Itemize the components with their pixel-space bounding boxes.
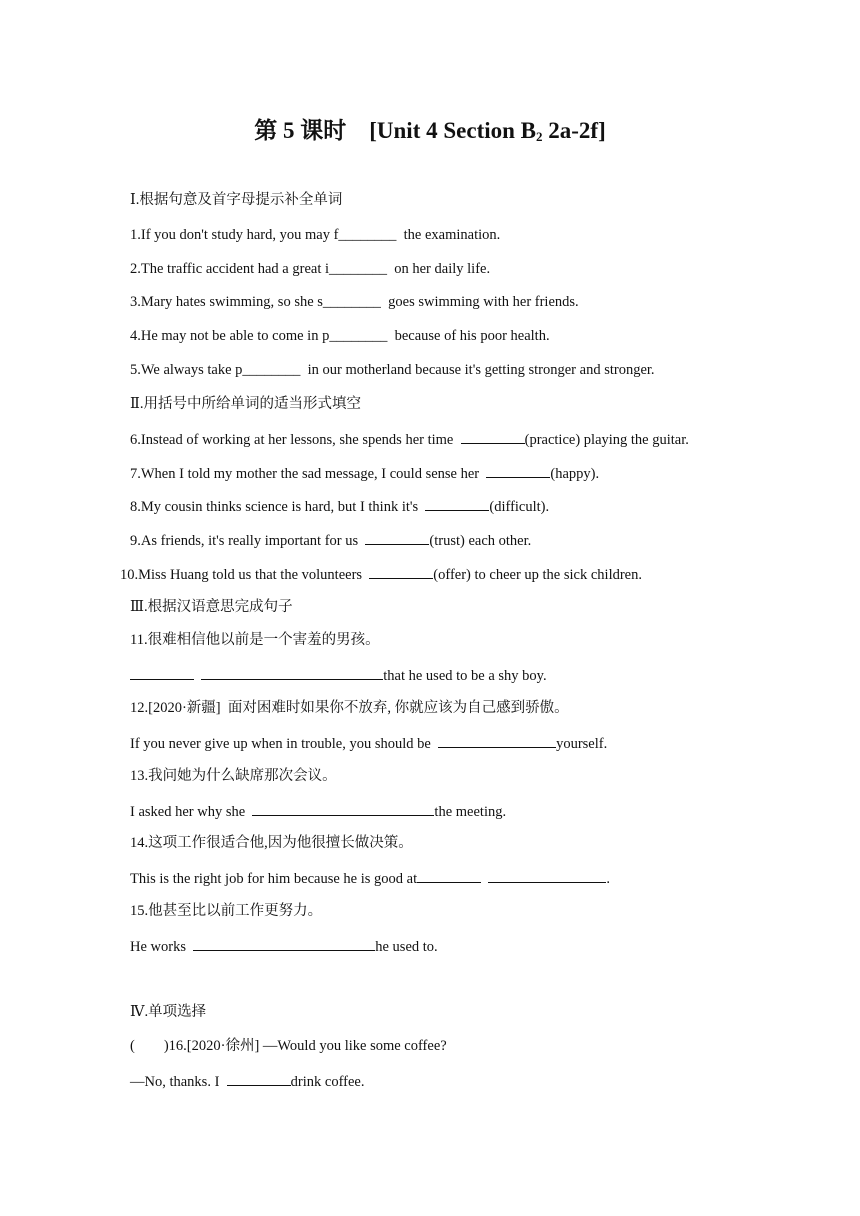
question-11-chinese: 11.很难相信他以前是一个害羞的男孩。 — [130, 632, 380, 648]
answer-blank — [130, 665, 194, 680]
page-title: 第 5 课时 [Unit 4 Section $B_2$ 2a-2f] — [254, 118, 606, 144]
answer-blank — [369, 564, 433, 579]
answer-blank — [365, 530, 429, 545]
question-9: 9.As friends, it's really important for us (trust) each other. — [130, 530, 531, 550]
answer-blank — [193, 936, 375, 951]
question-12-chinese: 12.[2020·新疆] 面对困难时如果你不放弃, 你就应该为自己感到骄傲。 — [130, 700, 569, 716]
section-2-heading: Ⅱ.用括号中所给单词的适当形式填空 — [130, 396, 361, 412]
answer-blank — [252, 801, 434, 816]
section-1-heading: Ⅰ.根据句意及首字母提示补全单词 — [130, 192, 343, 208]
question-2: 2.The traffic accident had a great i________ on her daily life. — [130, 261, 491, 277]
question-8: 8.My cousin thinks science is hard, but I think it's (difficult). — [130, 496, 549, 516]
answer-blank — [417, 868, 481, 883]
question-14-english: This is the right job for him because he is good at . — [130, 868, 610, 888]
answer-blank — [201, 665, 383, 680]
answer-blank — [227, 1071, 291, 1086]
question-14-chinese: 14.这项工作很适合他,因为他很擅长做决策。 — [130, 835, 413, 851]
question-13-chinese: 13.我问她为什么缺席那次会议。 — [130, 768, 337, 784]
answer-blank — [488, 868, 606, 883]
section-3-heading: Ⅲ.根据汉语意思完成句子 — [130, 599, 293, 615]
question-3: 3.Mary hates swimming, so she s________ goes swimming with her friends. — [130, 294, 579, 310]
answer-blank — [486, 463, 550, 478]
question-6: 6.Instead of working at her lessons, she spends her time (practice) playing the guitar. — [130, 429, 689, 449]
question-15-english: He works he used to. — [130, 936, 438, 956]
question-15-chinese: 15.他甚至比以前工作更努力。 — [130, 903, 323, 919]
question-16-answer-line: —No, thanks. I drink coffee. — [130, 1071, 364, 1091]
question-5: 5.We always take p________ in our motherland because it's getting stronger and stronger. — [130, 362, 655, 378]
answer-blank — [425, 496, 489, 511]
answer-blank — [461, 429, 525, 444]
question-10: 10.Miss Huang told us that the volunteers (offer) to cheer up the sick children. — [120, 564, 642, 584]
question-1: 1.If you don't study hard, you may f________ the examination. — [130, 227, 501, 243]
question-11-english: that he used to be a shy boy. — [130, 665, 547, 685]
question-12-english: If you never give up when in trouble, you should be yourself. — [130, 733, 607, 753]
answer-blank — [438, 733, 556, 748]
question-13-english: I asked her why she the meeting. — [130, 801, 506, 821]
question-7: 7.When I told my mother the sad message, I could sense her (happy). — [130, 463, 599, 483]
question-16: ( )16.[2020·徐州] —Would you like some coffee? — [130, 1038, 447, 1054]
question-4: 4.He may not be able to come in p________ because of his poor health. — [130, 328, 550, 344]
section-4-heading: Ⅳ.单项选择 — [130, 1004, 207, 1020]
